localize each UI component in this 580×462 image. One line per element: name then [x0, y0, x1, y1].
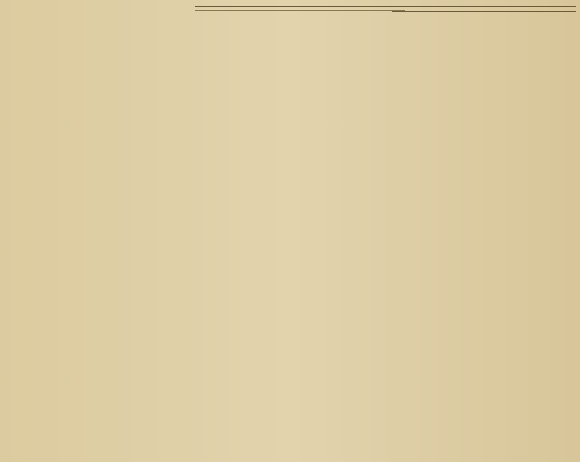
tech-data-column [195, 0, 405, 14]
divider [392, 6, 576, 7]
article-column [4, 2, 187, 12]
tech-data-title [195, 0, 405, 7]
results-column [392, 0, 576, 15]
divider [392, 11, 576, 12]
divider [195, 10, 405, 11]
